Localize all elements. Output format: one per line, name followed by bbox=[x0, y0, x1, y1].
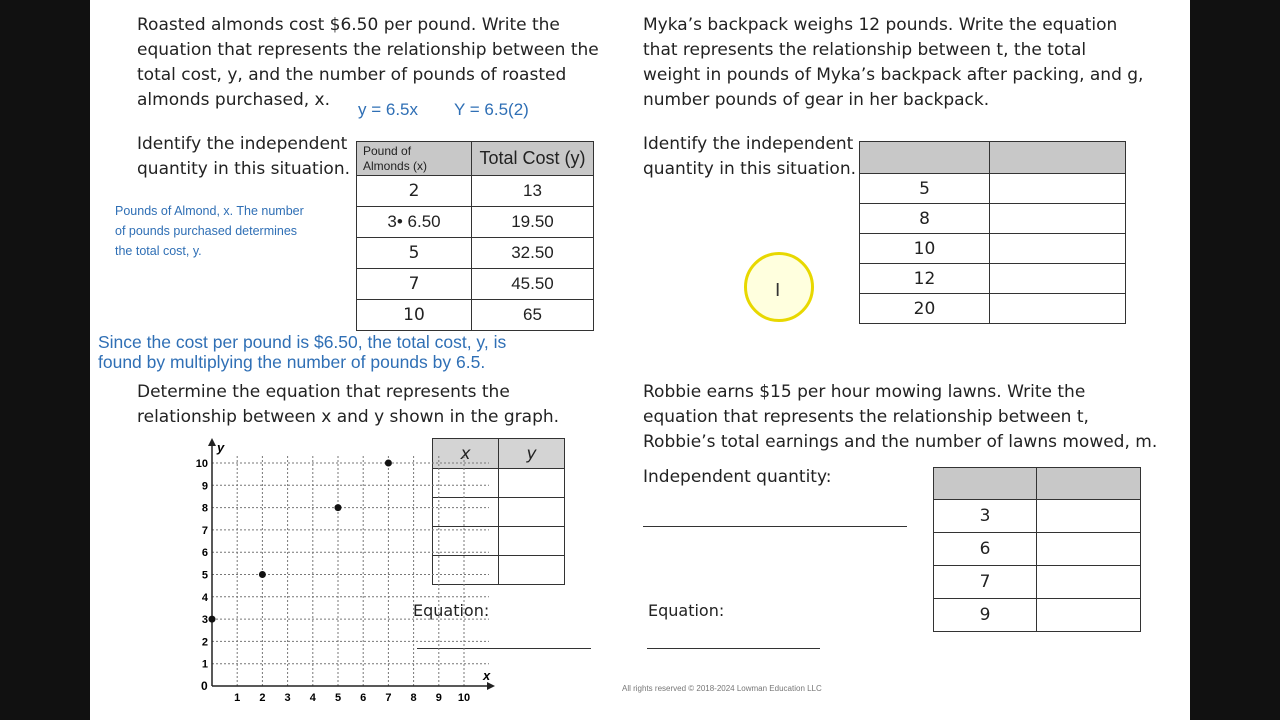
table-cell[interactable] bbox=[499, 556, 565, 585]
text-line: weight in pounds of Myka’s backpack after packing, and g, bbox=[643, 65, 1144, 85]
y-tick-label: 2 bbox=[201, 636, 208, 649]
table-cell: 45.50 bbox=[472, 269, 594, 300]
table-row bbox=[357, 238, 594, 269]
x-tick-label: 10 bbox=[457, 692, 471, 704]
problem2-prompt bbox=[643, 13, 1143, 113]
table-row bbox=[860, 174, 1126, 204]
text-line: quantity in this situation. bbox=[643, 159, 857, 179]
problem3-prompt bbox=[137, 380, 559, 430]
table-cell: 5 bbox=[860, 174, 990, 204]
table-cell: 7 bbox=[357, 269, 472, 300]
y-tick-label: 5 bbox=[201, 569, 208, 582]
text-line: Myka’s backpack weighs 12 pounds. Write the equation bbox=[643, 15, 1118, 35]
data-points bbox=[209, 460, 392, 623]
text-line: total cost, y, and the number of pounds of roasted bbox=[137, 65, 567, 85]
y-tick-label: 3 bbox=[201, 614, 208, 627]
hw-explanation bbox=[98, 332, 506, 372]
table-cell: 12 bbox=[860, 264, 990, 294]
table-cell: 9 bbox=[934, 599, 1037, 632]
x-tick-label: 5 bbox=[334, 692, 342, 704]
x-tick-label: 4 bbox=[309, 692, 316, 704]
table-cell: 3• 6.50 bbox=[357, 207, 472, 238]
hw-equation-2: Y = 6.5(2) bbox=[454, 100, 529, 119]
x-tick-label: 2 bbox=[259, 692, 266, 704]
scatter-graph bbox=[190, 436, 500, 706]
table-cell: 32.50 bbox=[472, 238, 594, 269]
x-tick-label: 7 bbox=[385, 692, 392, 704]
text-line: relationship between x and y shown in the graph. bbox=[137, 407, 560, 427]
table-header bbox=[990, 142, 1126, 174]
text-line: Robbie’s total earnings and the number of lawns mowed, m. bbox=[643, 432, 1158, 452]
table-cell: 7 bbox=[934, 566, 1037, 599]
text-line: Roasted almonds cost $6.50 per pound. Write the bbox=[137, 15, 560, 35]
y-tick-label: 6 bbox=[201, 547, 208, 560]
table-row bbox=[934, 500, 1141, 533]
problem4-prompt bbox=[643, 380, 1157, 455]
text-line: quantity in this situation. bbox=[137, 159, 351, 179]
table-row bbox=[357, 207, 594, 238]
table-cell[interactable] bbox=[1037, 533, 1141, 566]
y-tick-label: 7 bbox=[201, 524, 208, 537]
problem2-identify bbox=[643, 132, 856, 182]
text-line: equation that represents the relationship between the bbox=[137, 40, 599, 60]
origin-label: 0 bbox=[201, 679, 208, 693]
table-cell: 10 bbox=[860, 234, 990, 264]
table-cell[interactable] bbox=[990, 204, 1126, 234]
data-point bbox=[335, 504, 342, 511]
equation-answer-line[interactable] bbox=[647, 648, 820, 649]
independent-quantity-label: Independent quantity: bbox=[643, 467, 832, 487]
text-line: of pounds purchased determines bbox=[115, 224, 298, 238]
graph-grid bbox=[212, 455, 489, 686]
text-line: Determine the equation that represents the bbox=[137, 382, 510, 402]
text-line: number pounds of gear in her backpack. bbox=[643, 90, 990, 110]
table-cell[interactable] bbox=[1037, 599, 1141, 632]
y-tick-label: 8 bbox=[201, 502, 208, 515]
backpack-table bbox=[859, 141, 1126, 324]
table-cell[interactable] bbox=[990, 294, 1126, 324]
table-cell: 6 bbox=[934, 533, 1037, 566]
table-row bbox=[357, 176, 594, 207]
y-tick-label: 1 bbox=[201, 658, 208, 671]
y-tick-label: 4 bbox=[201, 591, 208, 604]
table-cell[interactable] bbox=[499, 498, 565, 527]
x-axis-label: x bbox=[483, 668, 491, 683]
table-header bbox=[1037, 468, 1141, 500]
data-point bbox=[385, 460, 392, 467]
equation-label: Equation: bbox=[413, 601, 490, 620]
table-header-y: y bbox=[499, 439, 565, 469]
table-header bbox=[934, 468, 1037, 500]
table-cell: 19.50 bbox=[472, 207, 594, 238]
data-point bbox=[259, 571, 266, 578]
text-line: Robbie earns $15 per hour mowing lawns. Write the bbox=[643, 382, 1086, 402]
y-tick-labels bbox=[196, 458, 209, 671]
mowing-table bbox=[933, 467, 1141, 632]
problem1-prompt bbox=[137, 13, 599, 113]
data-point bbox=[209, 616, 216, 623]
table-header-y: Total Cost (y) bbox=[472, 142, 594, 176]
x-tick-label: 1 bbox=[234, 692, 241, 704]
copyright-footer: All rights reserved © 2018-2024 Lowman Education LLC bbox=[622, 684, 822, 693]
table-row bbox=[934, 533, 1141, 566]
x-tick-label: 3 bbox=[284, 692, 291, 704]
x-tick-label: 6 bbox=[360, 692, 367, 704]
table-cell: 13 bbox=[472, 176, 594, 207]
table-cell[interactable] bbox=[990, 264, 1126, 294]
table-row bbox=[860, 204, 1126, 234]
equation-label: Equation: bbox=[648, 601, 725, 620]
worksheet-page bbox=[90, 0, 1190, 720]
y-axis-label: y bbox=[217, 440, 225, 455]
table-cell[interactable] bbox=[1037, 500, 1141, 533]
text-line: that represents the relationship between t, the total bbox=[643, 40, 1087, 60]
text-line: the total cost, y. bbox=[115, 244, 202, 258]
x-tick-label: 8 bbox=[410, 692, 417, 704]
table-cell[interactable] bbox=[1037, 566, 1141, 599]
x-axis-arrow bbox=[487, 682, 495, 690]
table-row bbox=[934, 566, 1141, 599]
x-tick-label: 9 bbox=[435, 692, 442, 704]
table-row bbox=[357, 300, 594, 331]
y-axis-arrow bbox=[208, 438, 216, 446]
table-header-x: x bbox=[433, 439, 499, 469]
hw-equation-1: y = 6.5x bbox=[358, 100, 419, 119]
table-row bbox=[934, 599, 1141, 632]
table-header-x: Pound of Almonds (x) bbox=[357, 142, 472, 176]
x-tick-labels bbox=[234, 692, 470, 704]
text-line: found by multiplying the number of pounds by 6.5. bbox=[98, 352, 486, 372]
table-cell: 10 bbox=[357, 300, 472, 331]
almonds-table bbox=[356, 141, 594, 331]
table-cell[interactable] bbox=[990, 234, 1126, 264]
table-cell: 2 bbox=[357, 176, 472, 207]
problem1-identify bbox=[137, 132, 350, 182]
table-cell: 8 bbox=[860, 204, 990, 234]
table-cell: 65 bbox=[472, 300, 594, 331]
table-row bbox=[860, 234, 1126, 264]
table-cell: 5 bbox=[357, 238, 472, 269]
table-cell[interactable] bbox=[990, 174, 1126, 204]
table-cell: 3 bbox=[934, 500, 1037, 533]
text-line: Identify the independent bbox=[643, 134, 854, 154]
table-cell[interactable] bbox=[499, 527, 565, 556]
text-cursor-icon: I bbox=[775, 280, 781, 301]
table-cell: 20 bbox=[860, 294, 990, 324]
table-row bbox=[860, 294, 1126, 324]
text-line: equation that represents the relationship between t, bbox=[643, 407, 1089, 427]
text-line: Pounds of Almond, x. The number bbox=[115, 204, 304, 218]
y-tick-label: 10 bbox=[195, 458, 208, 470]
table-row bbox=[357, 269, 594, 300]
table-cell[interactable] bbox=[499, 469, 565, 498]
independent-answer-line[interactable] bbox=[643, 526, 907, 527]
text-line: almonds purchased, x. bbox=[137, 90, 331, 110]
table-header bbox=[860, 142, 990, 174]
hw-independent-answer bbox=[115, 201, 304, 261]
text-line: Identify the independent bbox=[137, 134, 348, 154]
table-row bbox=[860, 264, 1126, 294]
y-tick-label: 9 bbox=[201, 480, 208, 493]
text-line: Since the cost per pound is $6.50, the total cost, y, is bbox=[98, 332, 507, 352]
